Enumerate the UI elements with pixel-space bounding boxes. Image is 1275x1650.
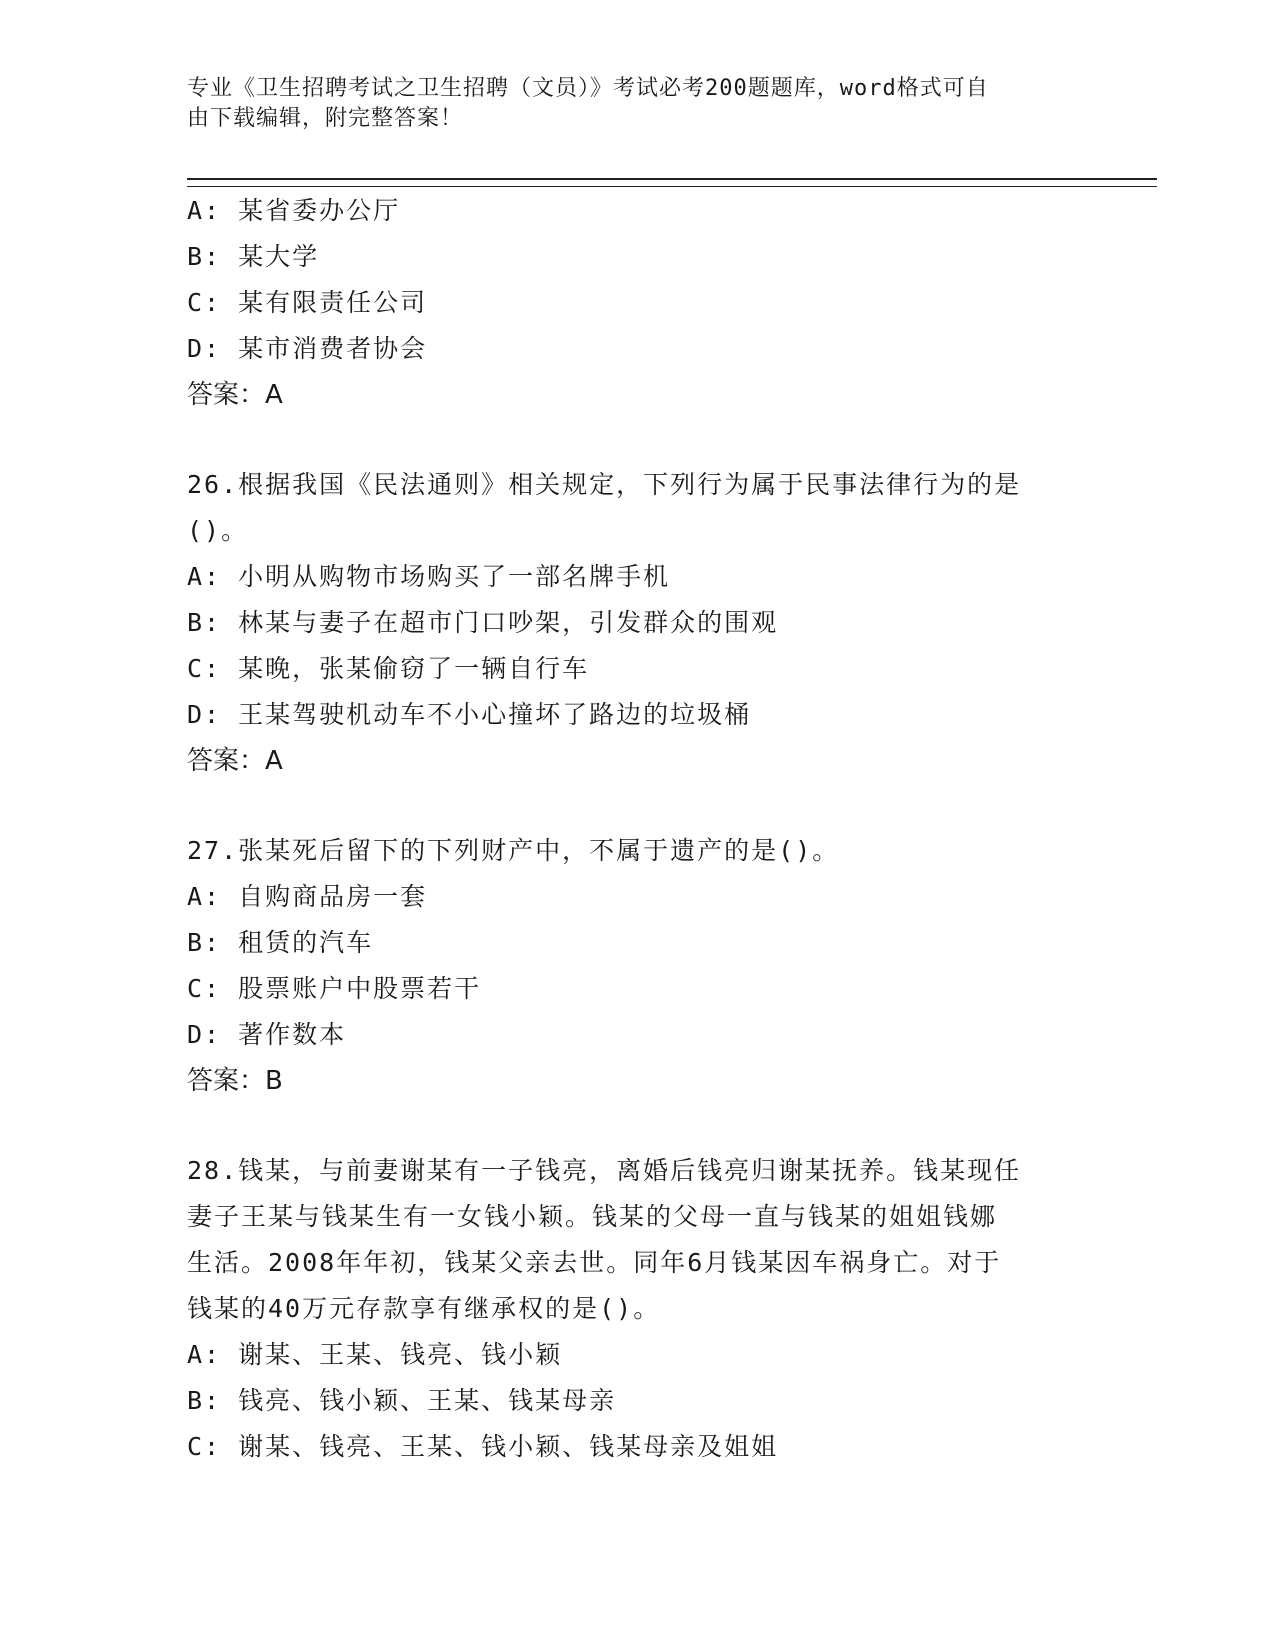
option-b: B: 某大学 — [187, 242, 320, 271]
header-divider — [187, 178, 1157, 187]
question-27-block — [187, 828, 1107, 1104]
option-a: A: 小明从购物市场购买了一部名牌手机 — [187, 562, 671, 591]
option-b: B: 租赁的汽车 — [187, 928, 374, 957]
option-d: D: 某市消费者协会 — [187, 334, 428, 363]
question-stem-cont: 钱某的40万元存款享有继承权的是()。 — [187, 1294, 661, 1323]
question-stem: 28.钱某，与前妻谢某有一子钱亮，离婚后钱亮归谢某抚养。钱某现任 — [187, 1156, 1022, 1185]
option-a: A: 谢某、王某、钱亮、钱小颖 — [187, 1340, 563, 1369]
option-a: A: 某省委办公厅 — [187, 196, 401, 225]
question-stem-cont: 生活。2008年年初，钱某父亲去世。同年6月钱某因车祸身亡。对于 — [187, 1248, 1002, 1277]
header-line-1: 专业《卫生招聘考试之卫生招聘（文员）》考试必考200题题库，word格式可自 — [187, 76, 989, 101]
option-a: A: 自购商品房一套 — [187, 882, 428, 911]
question-28-block — [187, 1148, 1107, 1470]
option-b: B: 钱亮、钱小颖、王某、钱某母亲 — [187, 1386, 617, 1415]
question-26-block — [187, 462, 1107, 784]
option-c: C: 谢某、钱亮、王某、钱小颖、钱某母亲及姐姐 — [187, 1432, 779, 1461]
question-stem-cont: 妻子王某与钱某生有一女钱小颖。钱某的父母一直与钱某的姐姐钱娜 — [187, 1202, 998, 1231]
option-c: C: 某晚，张某偷窃了一辆自行车 — [187, 654, 590, 683]
answer-line: 答案：A — [187, 746, 283, 776]
option-d: D: 王某驾驶机动车不小心撞坏了路边的垃圾桶 — [187, 700, 752, 729]
option-c: C: 某有限责任公司 — [187, 288, 428, 317]
option-b: B: 林某与妻子在超市门口吵架，引发群众的围观 — [187, 608, 779, 637]
answer-line: 答案：B — [187, 1066, 283, 1096]
header-line-2: 由下载编辑，附完整答案！ — [187, 106, 464, 131]
question-stem: 27.张某死后留下的下列财产中，不属于遗产的是()。 — [187, 836, 840, 865]
option-c: C: 股票账户中股票若干 — [187, 974, 482, 1003]
question-stem-cont: ()。 — [187, 516, 249, 545]
option-d: D: 著作数本 — [187, 1020, 347, 1049]
question-stem: 26.根据我国《民法通则》相关规定，下列行为属于民事法律行为的是 — [187, 470, 1022, 499]
document-header — [187, 74, 1087, 134]
question-25-block — [187, 188, 1107, 418]
answer-line: 答案：A — [187, 380, 283, 410]
document-body — [187, 188, 1107, 1470]
